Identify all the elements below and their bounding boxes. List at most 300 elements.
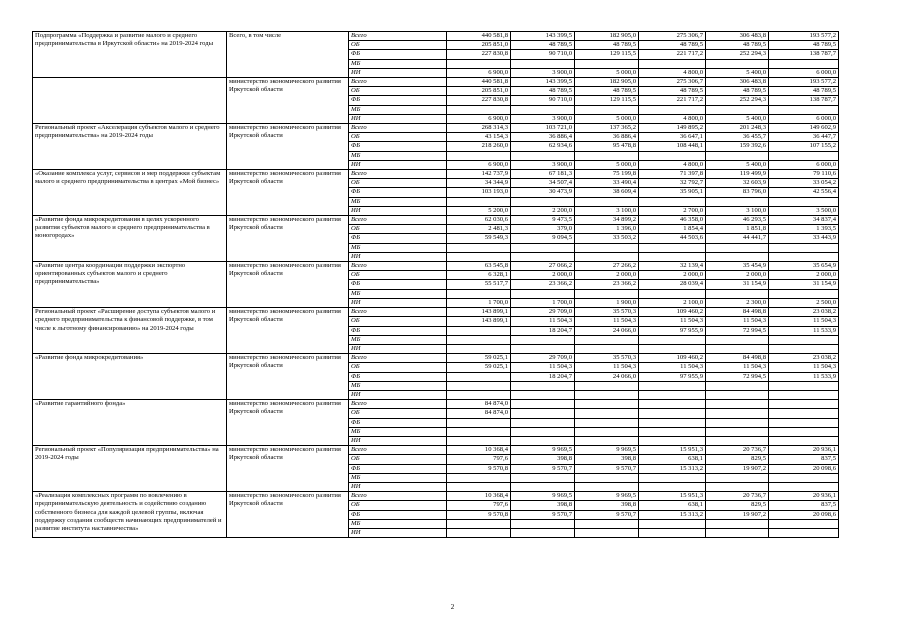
amount-cell: 48 789,5: [639, 41, 706, 50]
amount-cell: 107 155,2: [769, 142, 839, 151]
amount-cell: 119 499,9: [706, 170, 769, 179]
amount-cell: [706, 289, 769, 298]
amount-cell: [769, 473, 839, 482]
amount-cell: 205 851,0: [447, 41, 511, 50]
amount-cell: [511, 243, 575, 252]
amount-cell: 20 736,7: [706, 446, 769, 455]
amount-cell: 9 094,5: [511, 234, 575, 243]
amount-cell: [447, 519, 511, 528]
amount-cell: 1 854,4: [639, 225, 706, 234]
amount-cell: [706, 344, 769, 353]
executor-cell: министерство экономического развития Иркутской области: [227, 216, 349, 262]
amount-cell: 20 098,6: [769, 464, 839, 473]
amount-cell: [511, 289, 575, 298]
amount-cell: 33 490,4: [575, 179, 639, 188]
amount-cell: [575, 519, 639, 528]
program-name-cell: «Развитие фонда микрокредитования в целях ускоренного развития субъектов малого и среднего предпринимательства в моногородах»: [33, 216, 227, 262]
amount-cell: 84 874,0: [447, 400, 511, 409]
amount-cell: 143 899,1: [447, 317, 511, 326]
amount-cell: 59 025,1: [447, 354, 511, 363]
amount-cell: 23 038,2: [769, 354, 839, 363]
amount-cell: 36 886,4: [575, 133, 639, 142]
amount-cell: [575, 418, 639, 427]
amount-cell: [511, 528, 575, 537]
amount-cell: [511, 151, 575, 160]
amount-cell: 638,1: [639, 501, 706, 510]
amount-cell: 48 789,5: [511, 87, 575, 96]
amount-cell: 31 154,9: [769, 280, 839, 289]
amount-cell: 36 886,4: [511, 133, 575, 142]
amount-cell: 2 500,0: [769, 298, 839, 307]
amount-cell: 32 603,9: [706, 179, 769, 188]
amount-cell: [769, 59, 839, 68]
amount-cell: 275 306,7: [639, 78, 706, 87]
amount-cell: 90 710,0: [511, 50, 575, 59]
funding-source-cell: Всего: [349, 124, 447, 133]
page-number: 2: [450, 603, 455, 611]
amount-cell: [706, 427, 769, 436]
amount-cell: 142 737,9: [447, 170, 511, 179]
table-row: [33, 446, 839, 455]
amount-cell: 33 503,2: [575, 234, 639, 243]
amount-cell: 42 556,4: [769, 188, 839, 197]
amount-cell: 5 400,0: [706, 160, 769, 169]
amount-cell: 6 900,0: [447, 68, 511, 77]
amount-cell: 34 344,9: [447, 179, 511, 188]
amount-cell: 6 328,1: [447, 271, 511, 280]
amount-cell: [706, 528, 769, 537]
amount-cell: 193 577,2: [769, 32, 839, 41]
amount-cell: [511, 344, 575, 353]
funding-source-cell: Всего: [349, 262, 447, 271]
amount-cell: 72 994,5: [706, 372, 769, 381]
amount-cell: 27 266,2: [575, 262, 639, 271]
program-name-cell: «Развитие фонда микрокредитования»: [33, 354, 227, 400]
amount-cell: 201 248,3: [706, 124, 769, 133]
amount-cell: [511, 59, 575, 68]
amount-cell: [511, 418, 575, 427]
amount-cell: 72 994,5: [706, 326, 769, 335]
amount-cell: 268 314,3: [447, 124, 511, 133]
amount-cell: 398,8: [511, 501, 575, 510]
amount-cell: 48 789,5: [575, 41, 639, 50]
amount-cell: [706, 473, 769, 482]
funding-source-cell: ИИ: [349, 482, 447, 491]
executor-cell: Всего, в том числе: [227, 32, 349, 78]
amount-cell: 829,5: [706, 501, 769, 510]
funding-source-cell: МБ: [349, 243, 447, 252]
funding-table-body: [33, 32, 839, 538]
amount-cell: 11 533,9: [769, 326, 839, 335]
amount-cell: [575, 400, 639, 409]
amount-cell: 218 260,0: [447, 142, 511, 151]
amount-cell: [639, 151, 706, 160]
amount-cell: 6 900,0: [447, 114, 511, 123]
amount-cell: 23 366,2: [575, 280, 639, 289]
amount-cell: [575, 436, 639, 445]
amount-cell: 129 115,5: [575, 50, 639, 59]
amount-cell: 24 066,0: [575, 326, 639, 335]
amount-cell: [575, 289, 639, 298]
amount-cell: [575, 59, 639, 68]
amount-cell: 1 396,0: [575, 225, 639, 234]
amount-cell: [706, 197, 769, 206]
funding-source-cell: Всего: [349, 400, 447, 409]
amount-cell: [447, 243, 511, 252]
amount-cell: 2 200,0: [511, 206, 575, 215]
amount-cell: [511, 409, 575, 418]
funding-source-cell: Всего: [349, 492, 447, 501]
funding-source-cell: МБ: [349, 59, 447, 68]
amount-cell: 159 392,6: [706, 142, 769, 151]
amount-cell: 11 504,3: [639, 363, 706, 372]
amount-cell: 5 000,0: [575, 114, 639, 123]
amount-cell: 149 895,2: [639, 124, 706, 133]
amount-cell: 46 358,0: [639, 216, 706, 225]
amount-cell: 43 154,3: [447, 133, 511, 142]
amount-cell: 6 000,0: [769, 114, 839, 123]
amount-cell: 252 294,3: [706, 50, 769, 59]
amount-cell: 3 500,0: [769, 206, 839, 215]
table-row: [33, 124, 839, 133]
amount-cell: [575, 381, 639, 390]
amount-cell: [639, 105, 706, 114]
funding-source-cell: ОБ: [349, 455, 447, 464]
amount-cell: 379,0: [511, 225, 575, 234]
table-row: [33, 78, 839, 87]
table-row: [33, 492, 839, 501]
amount-cell: 44 441,7: [706, 234, 769, 243]
funding-source-cell: ФБ: [349, 326, 447, 335]
funding-source-cell: ФБ: [349, 142, 447, 151]
amount-cell: [447, 105, 511, 114]
amount-cell: 9 969,5: [511, 446, 575, 455]
amount-cell: 24 066,0: [575, 372, 639, 381]
amount-cell: [575, 335, 639, 344]
amount-cell: 2 100,0: [639, 298, 706, 307]
amount-cell: 83 796,0: [706, 188, 769, 197]
amount-cell: 6 000,0: [769, 160, 839, 169]
executor-cell: министерство экономического развития Иркутской области: [227, 262, 349, 308]
amount-cell: 84 498,8: [706, 354, 769, 363]
program-name-cell: «Развитие гарантийного фонда»: [33, 400, 227, 446]
funding-source-cell: Всего: [349, 446, 447, 455]
amount-cell: [511, 427, 575, 436]
amount-cell: [575, 151, 639, 160]
amount-cell: [447, 372, 511, 381]
funding-source-cell: МБ: [349, 381, 447, 390]
amount-cell: 48 789,5: [639, 87, 706, 96]
amount-cell: 48 789,5: [575, 87, 639, 96]
funding-source-cell: ИИ: [349, 68, 447, 77]
table-row: [33, 308, 839, 317]
amount-cell: 15 951,3: [639, 492, 706, 501]
amount-cell: 62 030,6: [447, 216, 511, 225]
amount-cell: 2 000,0: [511, 271, 575, 280]
amount-cell: [511, 105, 575, 114]
funding-source-cell: ОБ: [349, 409, 447, 418]
funding-source-cell: Всего: [349, 354, 447, 363]
funding-source-cell: ФБ: [349, 96, 447, 105]
amount-cell: 20 736,7: [706, 492, 769, 501]
amount-cell: [706, 59, 769, 68]
amount-cell: 44 503,6: [639, 234, 706, 243]
amount-cell: 9 570,8: [447, 464, 511, 473]
amount-cell: 108 448,1: [639, 142, 706, 151]
amount-cell: 19 907,2: [706, 510, 769, 519]
amount-cell: [639, 197, 706, 206]
amount-cell: 35 654,9: [769, 262, 839, 271]
amount-cell: 227 830,8: [447, 50, 511, 59]
funding-source-cell: ОБ: [349, 179, 447, 188]
amount-cell: [769, 105, 839, 114]
amount-cell: [639, 528, 706, 537]
amount-cell: 38 609,4: [575, 188, 639, 197]
amount-cell: 306 483,8: [706, 78, 769, 87]
amount-cell: [511, 252, 575, 261]
amount-cell: 9 969,5: [575, 446, 639, 455]
amount-cell: [639, 436, 706, 445]
amount-cell: 837,5: [769, 501, 839, 510]
amount-cell: 36 455,7: [706, 133, 769, 142]
amount-cell: [769, 252, 839, 261]
funding-source-cell: ИИ: [349, 114, 447, 123]
amount-cell: 34 837,4: [769, 216, 839, 225]
amount-cell: [639, 59, 706, 68]
table-row: [33, 32, 839, 41]
amount-cell: 11 504,3: [575, 363, 639, 372]
amount-cell: 1 851,8: [706, 225, 769, 234]
funding-source-cell: ОБ: [349, 87, 447, 96]
amount-cell: 15 313,2: [639, 510, 706, 519]
funding-source-cell: МБ: [349, 151, 447, 160]
program-name-cell: «Развитие центра координации поддержки экспортно ориентированных субъектов малого и среднего предпринимательства»: [33, 262, 227, 308]
amount-cell: [769, 151, 839, 160]
program-name-cell: [33, 78, 227, 124]
amount-cell: 275 306,7: [639, 32, 706, 41]
amount-cell: [575, 482, 639, 491]
amount-cell: 3 100,0: [706, 206, 769, 215]
amount-cell: 9 570,8: [447, 510, 511, 519]
amount-cell: 2 300,0: [706, 298, 769, 307]
amount-cell: [447, 390, 511, 399]
amount-cell: [511, 519, 575, 528]
amount-cell: 4 800,0: [639, 68, 706, 77]
amount-cell: [706, 105, 769, 114]
amount-cell: 2 481,3: [447, 225, 511, 234]
funding-source-cell: ОБ: [349, 271, 447, 280]
amount-cell: 11 504,3: [769, 363, 839, 372]
amount-cell: [447, 381, 511, 390]
amount-cell: [769, 528, 839, 537]
funding-source-cell: МБ: [349, 197, 447, 206]
executor-cell: министерство экономического развития Иркутской области: [227, 446, 349, 492]
amount-cell: [639, 390, 706, 399]
funding-source-cell: ФБ: [349, 280, 447, 289]
amount-cell: 55 517,7: [447, 280, 511, 289]
amount-cell: 79 110,6: [769, 170, 839, 179]
amount-cell: [447, 289, 511, 298]
amount-cell: [769, 409, 839, 418]
executor-cell: министерство экономического развития Иркутской области: [227, 400, 349, 446]
amount-cell: [639, 381, 706, 390]
amount-cell: 23 366,2: [511, 280, 575, 289]
amount-cell: 10 368,4: [447, 446, 511, 455]
amount-cell: [769, 436, 839, 445]
amount-cell: 440 581,8: [447, 78, 511, 87]
amount-cell: [706, 409, 769, 418]
amount-cell: [511, 436, 575, 445]
amount-cell: 28 039,4: [639, 280, 706, 289]
amount-cell: 11 504,3: [769, 317, 839, 326]
amount-cell: 143 399,5: [511, 32, 575, 41]
amount-cell: [706, 252, 769, 261]
amount-cell: 182 905,0: [575, 32, 639, 41]
amount-cell: 138 787,7: [769, 96, 839, 105]
program-name-cell: Подпрограмма «Поддержка и развитие малого и среднего предпринимательства в Иркутской области» на 2019-2024 годы: [33, 32, 227, 78]
amount-cell: [447, 252, 511, 261]
funding-source-cell: ИИ: [349, 160, 447, 169]
amount-cell: 33 054,2: [769, 179, 839, 188]
amount-cell: [639, 427, 706, 436]
amount-cell: 638,1: [639, 455, 706, 464]
amount-cell: [769, 335, 839, 344]
amount-cell: 9 570,7: [575, 510, 639, 519]
amount-cell: 59 025,1: [447, 363, 511, 372]
amount-cell: 84 498,8: [706, 308, 769, 317]
amount-cell: [447, 326, 511, 335]
amount-cell: 227 830,8: [447, 96, 511, 105]
funding-source-cell: ОБ: [349, 225, 447, 234]
amount-cell: 306 483,8: [706, 32, 769, 41]
amount-cell: 11 504,3: [511, 317, 575, 326]
amount-cell: 15 313,2: [639, 464, 706, 473]
amount-cell: [706, 482, 769, 491]
funding-table: [32, 31, 839, 538]
amount-cell: 35 905,1: [639, 188, 706, 197]
amount-cell: 9 570,7: [575, 464, 639, 473]
amount-cell: [575, 473, 639, 482]
amount-cell: 398,8: [575, 455, 639, 464]
program-name-cell: «Реализация комплексных программ по вовлечению в предпринимательскую деятельность и содействию созданию собственного бизнеса для каждой целевой группы, включая поддержку создания сообществ начинающих предпринимателей и развитие института наставничества»: [33, 492, 227, 538]
table-row: [33, 262, 839, 271]
amount-cell: [575, 243, 639, 252]
amount-cell: [447, 197, 511, 206]
amount-cell: 32 139,4: [639, 262, 706, 271]
amount-cell: [447, 344, 511, 353]
funding-source-cell: ОБ: [349, 41, 447, 50]
amount-cell: [706, 335, 769, 344]
amount-cell: [575, 197, 639, 206]
program-name-cell: Региональный проект «Акселерация субъектов малого и среднего предпринимательства» на 2019-2024 годы: [33, 124, 227, 170]
amount-cell: [639, 289, 706, 298]
amount-cell: 2 000,0: [769, 271, 839, 280]
amount-cell: [575, 105, 639, 114]
amount-cell: [706, 390, 769, 399]
amount-cell: 90 710,0: [511, 96, 575, 105]
amount-cell: 109 460,2: [639, 354, 706, 363]
amount-cell: 11 504,3: [575, 317, 639, 326]
amount-cell: 3 900,0: [511, 160, 575, 169]
amount-cell: 48 789,5: [769, 87, 839, 96]
amount-cell: 2 000,0: [706, 271, 769, 280]
amount-cell: [769, 418, 839, 427]
amount-cell: 97 955,9: [639, 326, 706, 335]
amount-cell: [447, 528, 511, 537]
amount-cell: 36 447,7: [769, 133, 839, 142]
amount-cell: [511, 390, 575, 399]
amount-cell: [706, 400, 769, 409]
amount-cell: [769, 519, 839, 528]
executor-cell: министерство экономического развития Иркутской области: [227, 170, 349, 216]
amount-cell: 35 454,9: [706, 262, 769, 271]
table-row: [33, 170, 839, 179]
funding-source-cell: ФБ: [349, 464, 447, 473]
amount-cell: 3 900,0: [511, 114, 575, 123]
amount-cell: [769, 482, 839, 491]
funding-source-cell: МБ: [349, 289, 447, 298]
amount-cell: 252 294,3: [706, 96, 769, 105]
amount-cell: 95 478,8: [575, 142, 639, 151]
funding-source-cell: ОБ: [349, 501, 447, 510]
amount-cell: 1 393,5: [769, 225, 839, 234]
funding-source-cell: ОБ: [349, 133, 447, 142]
amount-cell: 75 199,8: [575, 170, 639, 179]
amount-cell: [639, 335, 706, 344]
amount-cell: [706, 381, 769, 390]
funding-source-cell: ИИ: [349, 344, 447, 353]
amount-cell: 149 602,9: [769, 124, 839, 133]
amount-cell: [769, 381, 839, 390]
amount-cell: [511, 335, 575, 344]
amount-cell: 46 293,5: [706, 216, 769, 225]
amount-cell: 18 204,7: [511, 372, 575, 381]
funding-source-cell: ИИ: [349, 206, 447, 215]
amount-cell: 48 789,5: [511, 41, 575, 50]
amount-cell: [639, 243, 706, 252]
amount-cell: 32 792,7: [639, 179, 706, 188]
table-row: [33, 216, 839, 225]
executor-cell: министерство экономического развития Иркутской области: [227, 78, 349, 124]
amount-cell: [447, 473, 511, 482]
funding-source-cell: ФБ: [349, 234, 447, 243]
amount-cell: [639, 400, 706, 409]
amount-cell: 837,5: [769, 455, 839, 464]
amount-cell: [706, 151, 769, 160]
table-row: [33, 354, 839, 363]
amount-cell: [511, 381, 575, 390]
amount-cell: 35 570,3: [575, 354, 639, 363]
amount-cell: 35 570,3: [575, 308, 639, 317]
amount-cell: [769, 243, 839, 252]
amount-cell: 9 969,5: [575, 492, 639, 501]
amount-cell: 5 200,0: [447, 206, 511, 215]
amount-cell: [447, 59, 511, 68]
amount-cell: [447, 335, 511, 344]
amount-cell: 11 504,3: [706, 363, 769, 372]
executor-cell: министерство экономического развития Иркутской области: [227, 492, 349, 538]
amount-cell: 9 969,5: [511, 492, 575, 501]
amount-cell: 63 545,8: [447, 262, 511, 271]
amount-cell: 3 100,0: [575, 206, 639, 215]
funding-source-cell: Всего: [349, 170, 447, 179]
amount-cell: [769, 344, 839, 353]
amount-cell: 109 460,2: [639, 308, 706, 317]
amount-cell: [706, 519, 769, 528]
executor-cell: министерство экономического развития Иркутской области: [227, 354, 349, 400]
amount-cell: 398,8: [575, 501, 639, 510]
amount-cell: 4 800,0: [639, 114, 706, 123]
